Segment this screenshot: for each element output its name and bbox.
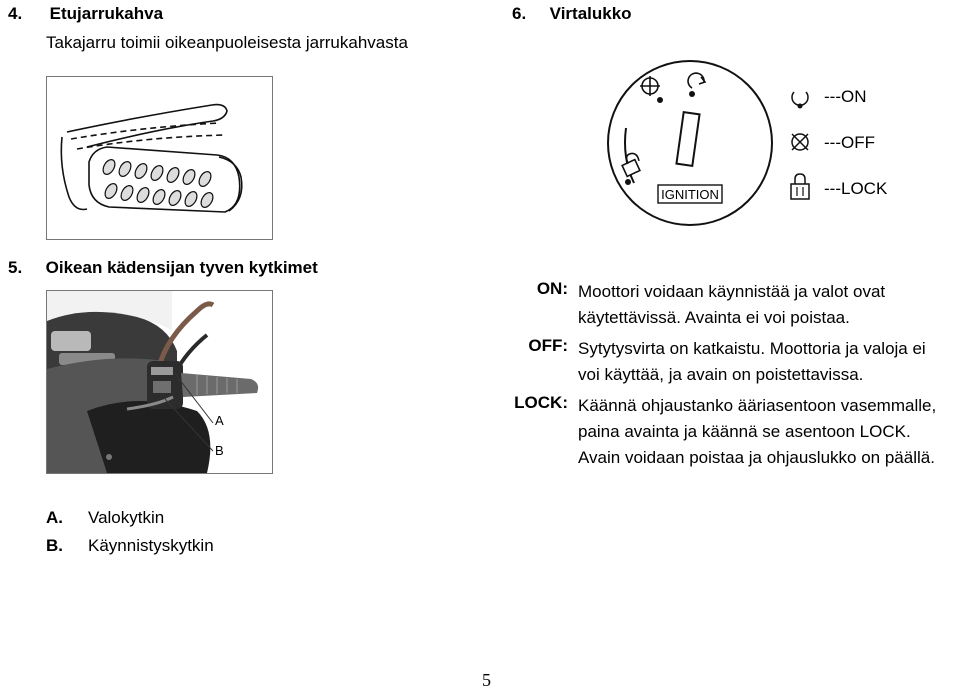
on-state-icon <box>788 86 812 110</box>
section5-heading <box>8 258 318 278</box>
section6-heading <box>512 4 632 24</box>
section4-heading <box>8 4 163 24</box>
callout-a: A <box>215 413 224 428</box>
section6-title: Virtalukko <box>549 4 632 23</box>
definition-desc-lock: Käännä ohjaustanko ääriasentoon vasemmalle, paina avainta ja käännä se asentoon LOCK. Avain voidaan poistaa ja ohjauslukko on päällä. <box>578 396 937 467</box>
section4-title: Etujarrukahva <box>49 4 164 23</box>
callout-b: B <box>215 443 224 458</box>
page-number: 5 <box>482 670 491 690</box>
brake-lever-illustration <box>47 77 272 239</box>
off-state-label: ---OFF <box>824 133 875 152</box>
handlebar-switches-figure <box>46 290 273 474</box>
ignition-switch-figure <box>604 58 776 228</box>
lock-state-icon <box>788 172 812 202</box>
legend-item-a: A. Valokytkin <box>46 508 165 527</box>
off-state-icon <box>788 130 812 154</box>
definition-term-on: ON: <box>536 279 568 298</box>
section6-number: 6. <box>512 4 527 23</box>
ignition-switch-illustration <box>604 58 776 228</box>
definition-desc-off: Sytytysvirta on katkaistu. Moottoria ja valoja ei voi käyttää, ja avain on poistettavissa. <box>578 339 926 384</box>
ignition-label: IGNITION <box>661 187 719 202</box>
section5-number: 5. <box>8 258 23 277</box>
definition-desc-on: Moottori voidaan käynnistää ja valot ovat käytettävissä. Avainta ei voi poistaa. <box>578 282 886 327</box>
section4-description: Takajarru toimii oikeanpuoleisesta jarrukahvasta <box>46 33 408 52</box>
lock-state-label: ---LOCK <box>824 179 888 198</box>
brake-lever-figure <box>46 76 273 240</box>
definition-term-lock: LOCK: <box>514 393 568 412</box>
legend-item-b: B. Käynnistyskytkin <box>46 536 214 555</box>
section5-title: Oikean kädensijan tyven kytkimet <box>45 258 318 277</box>
definition-term-off: OFF: <box>528 336 568 355</box>
on-state-label: ---ON <box>824 87 867 106</box>
handlebar-switches-illustration <box>47 291 272 473</box>
section4-number: 4. <box>8 4 23 23</box>
